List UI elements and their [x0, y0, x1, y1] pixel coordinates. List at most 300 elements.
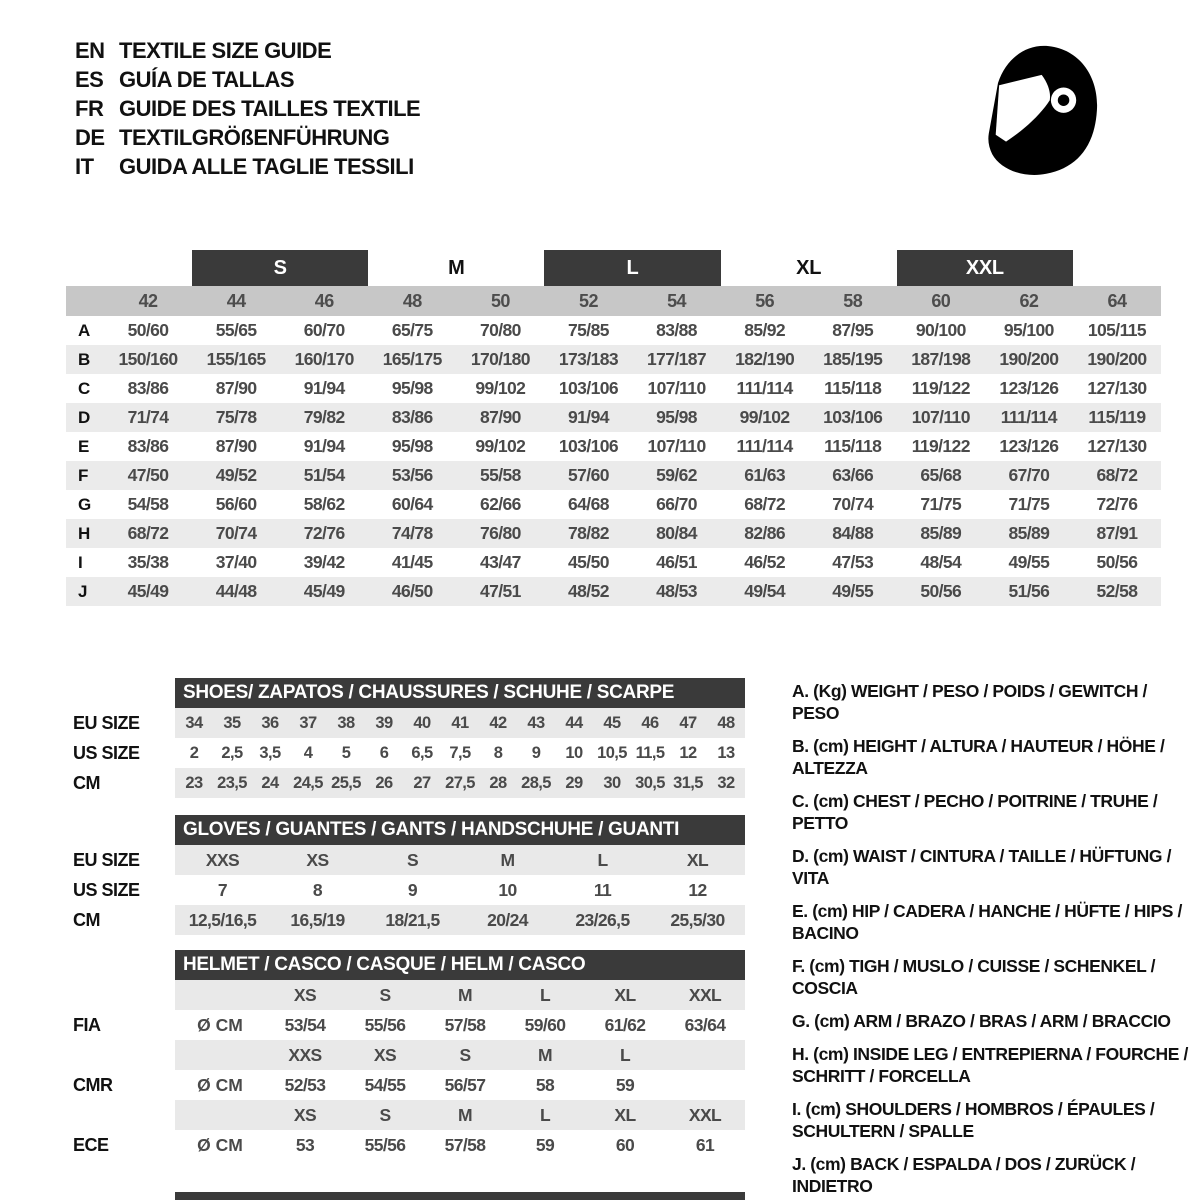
legend-item: E. (cm) HIP / CADERA / HANCHE / HÜFTE / HIPS / BACINO: [792, 901, 1182, 943]
table-cell: 182/190: [735, 349, 795, 369]
gloves-size-table: [73, 815, 745, 935]
helmet-size-label: S: [379, 984, 391, 1005]
numeric-size-row: [66, 286, 1161, 316]
table-cell: 46/52: [744, 552, 786, 572]
diameter-unit-label: Ø CM: [197, 1134, 243, 1155]
table-cell: 60/64: [391, 494, 433, 514]
legend-item: H. (cm) INSIDE LEG / ENTREPIERNA / FOURCHE / SCHRITT / FORCELLA: [792, 1044, 1188, 1086]
measurement-row-label: J: [78, 581, 88, 601]
table-cell: 39: [375, 713, 393, 732]
table-cell: 72/76: [1096, 494, 1138, 514]
table-cell: 127/130: [1087, 378, 1147, 398]
table-cell: 95/98: [391, 436, 433, 456]
table-cell: 44: [565, 713, 583, 732]
numeric-size-label: 42: [138, 290, 158, 311]
table-cell: 75/85: [568, 320, 609, 340]
table-cell: 59/60: [524, 1014, 566, 1035]
table-cell: 49/52: [215, 465, 257, 485]
helmet-sizes-row: [175, 1040, 745, 1070]
language-title-list: [75, 36, 420, 181]
helmet-size-label: L: [539, 1104, 551, 1125]
table-cell: 31,5: [673, 773, 703, 792]
table-cell: 52/53: [284, 1074, 326, 1095]
table-cell: 20/24: [487, 909, 528, 930]
table-cell: 91/94: [303, 436, 345, 456]
table-cell: 9: [531, 743, 541, 762]
guide-title: GUÍA DE TALLAS: [119, 67, 295, 92]
table-cell: 35/38: [127, 552, 169, 572]
table-cell: 99/102: [739, 407, 790, 427]
table-cell: 70/74: [832, 494, 874, 514]
table-cell: 60: [615, 1134, 635, 1155]
table-cell: 51/56: [1008, 581, 1050, 601]
table-cell: 37/40: [215, 552, 257, 572]
measurement-row-label: G: [78, 494, 92, 514]
table-cell: 58: [535, 1074, 555, 1095]
table-cell: 63/64: [684, 1014, 726, 1035]
row-side-label: CM: [73, 909, 100, 930]
language-row: [75, 36, 420, 65]
helmet-size-label: M: [458, 984, 472, 1005]
table-cell: 53/56: [391, 465, 433, 485]
helmet-size-label: XXL: [688, 1104, 722, 1125]
table-cell: 47/51: [479, 581, 521, 601]
table-cell: 34: [185, 713, 203, 732]
table-cell: 170/180: [470, 349, 530, 369]
measurement-row-label: E: [78, 436, 90, 456]
table-cell: 56/60: [215, 494, 257, 514]
language-row: [75, 152, 420, 181]
measurement-row: [66, 548, 1161, 577]
numeric-size-label: 60: [931, 290, 951, 311]
table-cell: 85/92: [744, 320, 786, 340]
table-cell: 47/50: [127, 465, 169, 485]
table-cell: 37: [299, 713, 317, 732]
helmet-values-row: [73, 1010, 745, 1040]
table-cell: 177/187: [647, 349, 707, 369]
language-row: [75, 123, 420, 152]
table-cell: 61: [695, 1134, 715, 1155]
table-cell: 123/126: [999, 378, 1059, 398]
table-cell: 49/55: [1008, 552, 1050, 572]
table-cell: 52/58: [1096, 581, 1138, 601]
table-cell: 87/95: [832, 320, 874, 340]
row-side-label: EU SIZE: [73, 849, 140, 870]
table-cell: 56/57: [444, 1074, 486, 1095]
table-cell: 46: [641, 713, 659, 732]
table-cell: 48/52: [568, 581, 609, 601]
measurement-row-label: C: [78, 378, 91, 398]
table-cell: M: [500, 849, 515, 870]
helmet-size-table: [73, 950, 745, 1160]
racing-helmet-icon: [975, 35, 1113, 193]
table-cell: 53/54: [284, 1014, 326, 1035]
table-cell: 68/72: [744, 494, 786, 514]
helmet-size-label: XXL: [688, 984, 722, 1005]
legend-item: F. (cm) TIGH / MUSLO / CUISSE / SCHENKEL / COSCIA: [792, 956, 1156, 998]
table-cell: 115/118: [824, 436, 882, 456]
numeric-size-label: 64: [1107, 290, 1127, 311]
table-cell: 45/49: [303, 581, 345, 601]
table-cell: 107/110: [911, 407, 970, 427]
table-cell: 4: [303, 743, 313, 762]
table-cell: 78/82: [568, 523, 609, 543]
table-cell: 32: [717, 773, 735, 792]
textile-size-table: [66, 250, 1161, 606]
table-cell: 12: [688, 879, 707, 900]
table-cell: 103/106: [823, 407, 883, 427]
table-cell: 91/94: [303, 378, 345, 398]
table-cell: 61/63: [744, 465, 786, 485]
table-cell: 10: [565, 743, 583, 762]
table-cell: 85/89: [1008, 523, 1050, 543]
helmet-size-label: XS: [293, 984, 317, 1005]
measurement-row: [66, 345, 1161, 374]
table-cell: 23: [185, 773, 203, 792]
table-cell: L: [597, 849, 608, 870]
table-cell: 10,5: [597, 743, 627, 762]
helmet-size-label: M: [538, 1044, 552, 1065]
measurement-row: [66, 577, 1161, 606]
table-cell: 83/86: [127, 378, 169, 398]
helmet-size-label: M: [458, 1104, 472, 1125]
table-cell: 74/78: [391, 523, 433, 543]
table-cell: 59: [535, 1134, 555, 1155]
table-cell: 12: [679, 743, 697, 762]
table-cell: 55/65: [215, 320, 257, 340]
table-cell: 115/118: [824, 378, 882, 398]
guide-title: TEXTILGRÖßENFÜHRUNG: [119, 125, 390, 150]
helmet-size-label: XL: [614, 1104, 636, 1125]
table-cell: 11,5: [635, 743, 665, 762]
table-cell: 38: [337, 713, 355, 732]
table-cell: 87/90: [215, 436, 257, 456]
table-cell: 185/195: [823, 349, 883, 369]
numeric-size-label: 62: [1019, 290, 1039, 311]
language-code: IT: [75, 154, 94, 179]
helmet-size-label: XXS: [288, 1044, 322, 1065]
cutoff-section-bar: [175, 1192, 745, 1200]
table-cell: 173/183: [558, 349, 618, 369]
table-cell: 25,5: [331, 773, 361, 792]
helmet-size-label: S: [379, 1104, 391, 1125]
numeric-size-label: 48: [402, 290, 422, 311]
table-cell: 2: [189, 743, 199, 762]
table-cell: 79/82: [303, 407, 345, 427]
measurement-row: [66, 461, 1161, 490]
table-cell: 127/130: [1087, 436, 1147, 456]
table-cell: 103/106: [558, 378, 618, 398]
table-cell: 24: [261, 773, 279, 792]
table-row: [73, 905, 745, 935]
table-cell: 8: [493, 743, 503, 762]
legend-item: G. (cm) ARM / BRAZO / BRAS / ARM / BRACCIO: [792, 1011, 1171, 1031]
table-cell: 95/100: [1003, 320, 1054, 340]
table-cell: 165/175: [382, 349, 442, 369]
table-cell: 111/114: [1000, 407, 1057, 427]
table-cell: 107/110: [647, 436, 706, 456]
table-cell: 54/58: [127, 494, 169, 514]
size-group-label: XL: [796, 256, 822, 279]
language-code: DE: [75, 125, 105, 150]
row-side-label: US SIZE: [73, 742, 140, 763]
numeric-size-label: 54: [667, 290, 686, 311]
table-cell: 23,5: [217, 773, 247, 792]
guide-title: TEXTILE SIZE GUIDE: [119, 38, 332, 63]
table-cell: 190/200: [1087, 349, 1147, 369]
table-cell: 123/126: [999, 436, 1059, 456]
legend-item: J. (cm) BACK / ESPALDA / DOS / ZURÜCK / INDIETRO: [792, 1154, 1136, 1196]
table-cell: 66/70: [656, 494, 697, 514]
measurement-row-label: I: [78, 552, 83, 572]
helmet-values-row: [73, 1130, 745, 1160]
numeric-size-label: 50: [490, 290, 510, 311]
table-cell: 83/88: [656, 320, 697, 340]
helmet-size-label: L: [539, 984, 551, 1005]
table-cell: 27,5: [445, 773, 475, 792]
table-cell: 40: [413, 713, 431, 732]
table-cell: 65/68: [920, 465, 962, 485]
measurement-row: [66, 403, 1161, 432]
measurement-row: [66, 490, 1161, 519]
table-cell: 85/89: [920, 523, 962, 543]
table-cell: 47/53: [832, 552, 874, 572]
table-cell: 16,5/19: [290, 909, 345, 930]
table-cell: 28: [489, 773, 507, 792]
language-code: EN: [75, 38, 105, 63]
table-cell: 50/60: [127, 320, 169, 340]
table-cell: 70/74: [215, 523, 257, 543]
table-cell: 99/102: [475, 436, 526, 456]
table-cell: 50/56: [1096, 552, 1138, 572]
table-cell: 119/122: [911, 436, 970, 456]
table-cell: 90/100: [915, 320, 966, 340]
table-cell: 71/75: [920, 494, 962, 514]
table-cell: 9: [407, 879, 418, 900]
helmet-values-row: [73, 1070, 745, 1100]
table-cell: 87/90: [215, 378, 257, 398]
table-cell: 57/58: [444, 1134, 486, 1155]
table-cell: 54/55: [364, 1074, 406, 1095]
section-title-bar: HELMET / CASCO / CASQUE / HELM / CASCO: [175, 950, 745, 980]
table-cell: 23/26,5: [575, 909, 630, 930]
table-cell: 42: [489, 713, 507, 732]
table-cell: 11: [593, 879, 612, 900]
table-cell: 119/122: [911, 378, 970, 398]
table-cell: 150/160: [118, 349, 178, 369]
language-code: FR: [75, 96, 104, 121]
table-cell: 46/50: [391, 581, 433, 601]
table-cell: 44/48: [215, 581, 257, 601]
table-row: [73, 845, 745, 875]
numeric-size-label: 46: [314, 290, 334, 311]
helmet-sizes-row: [175, 1100, 745, 1130]
table-cell: XS: [306, 849, 329, 870]
size-group-header-row: [66, 250, 1161, 286]
helmet-size-label: XS: [373, 1044, 397, 1065]
helmet-sizes-row: [175, 980, 745, 1010]
table-cell: 111/114: [736, 378, 793, 398]
table-cell: 67/70: [1008, 465, 1050, 485]
table-cell: 48/54: [920, 552, 962, 572]
table-cell: 190/200: [999, 349, 1059, 369]
row-side-label: EU SIZE: [73, 712, 140, 733]
measurement-row-label: F: [78, 465, 89, 485]
measurement-row: [66, 316, 1161, 345]
table-cell: 63/66: [832, 465, 874, 485]
table-cell: 107/110: [647, 378, 706, 398]
table-cell: 26: [375, 773, 393, 792]
table-cell: 80/84: [656, 523, 697, 543]
table-cell: 87/91: [1096, 523, 1138, 543]
row-side-label: CM: [73, 772, 100, 793]
table-cell: 25,5/30: [670, 909, 725, 930]
table-cell: 46/51: [656, 552, 697, 572]
table-cell: 3,5: [259, 743, 281, 762]
table-cell: 50/56: [920, 581, 962, 601]
size-group-label: S: [192, 250, 368, 286]
table-cell: 12,5/16,5: [188, 909, 257, 930]
table-cell: 68/72: [127, 523, 169, 543]
numeric-size-label: 56: [755, 290, 775, 311]
table-cell: 53: [295, 1134, 315, 1155]
legend-item: C. (cm) CHEST / PECHO / POITRINE / TRUHE / PETTO: [792, 791, 1158, 833]
table-cell: 45/49: [127, 581, 169, 601]
table-cell: 29: [565, 773, 583, 792]
numeric-size-label: 58: [843, 290, 863, 311]
table-cell: 10: [498, 879, 517, 900]
table-cell: 57/60: [568, 465, 609, 485]
section-title-bar: SHOES/ ZAPATOS / CHAUSSURES / SCHUHE / SCARPE: [175, 678, 745, 708]
table-cell: 111/114: [736, 436, 793, 456]
table-row: [73, 738, 745, 768]
table-cell: 82/86: [744, 523, 786, 543]
measurement-row-label: A: [78, 320, 91, 340]
table-cell: 47: [679, 713, 697, 732]
table-cell: 24,5: [293, 773, 323, 792]
table-cell: 41: [451, 713, 469, 732]
table-cell: 70/80: [479, 320, 521, 340]
legend-item: D. (cm) WAIST / CINTURA / TAILLE / HÜFTUNG / VITA: [792, 846, 1172, 888]
table-cell: 55/56: [364, 1014, 406, 1035]
numeric-size-label: 44: [226, 290, 246, 311]
table-cell: 58/62: [303, 494, 345, 514]
table-row: [73, 875, 745, 905]
measurement-row-label: D: [78, 407, 91, 427]
table-cell: 41/45: [391, 552, 433, 572]
helmet-size-label: L: [619, 1044, 631, 1065]
legend-item: B. (cm) HEIGHT / ALTURA / HAUTEUR / HÖHE / ALTEZZA: [792, 736, 1165, 778]
table-cell: 49/54: [744, 581, 786, 601]
table-cell: 36: [261, 713, 279, 732]
table-cell: 95/98: [656, 407, 697, 427]
table-cell: 7,5: [449, 743, 471, 762]
table-cell: 75/78: [215, 407, 257, 427]
table-cell: 84/88: [832, 523, 874, 543]
diameter-unit-label: Ø CM: [197, 1074, 243, 1095]
numeric-size-label: 52: [579, 290, 598, 311]
table-cell: XXS: [205, 849, 240, 870]
language-code: ES: [75, 67, 104, 92]
table-cell: 7: [217, 879, 228, 900]
size-group-label: L: [544, 250, 720, 286]
table-row: [73, 708, 745, 738]
table-cell: 49/55: [832, 581, 874, 601]
size-group-label: XXL: [897, 250, 1073, 286]
table-cell: 60/70: [303, 320, 345, 340]
table-cell: 95/98: [391, 378, 433, 398]
table-cell: 83/86: [391, 407, 433, 427]
legend-item: A. (Kg) WEIGHT / PESO / POIDS / GEWITCH / PESO: [792, 681, 1147, 723]
table-cell: 35: [223, 713, 241, 732]
helmet-size-label: S: [459, 1044, 471, 1065]
table-cell: 45/50: [568, 552, 609, 572]
table-cell: 72/76: [303, 523, 345, 543]
table-cell: 8: [312, 879, 323, 900]
table-cell: XL: [686, 849, 709, 870]
table-cell: 51/54: [303, 465, 345, 485]
table-cell: 99/102: [475, 378, 526, 398]
standard-label: FIA: [73, 1014, 101, 1035]
table-cell: 105/115: [1087, 320, 1146, 340]
table-cell: 160/170: [294, 349, 354, 369]
table-cell: 115/119: [1088, 407, 1146, 427]
measurement-row: [66, 374, 1161, 403]
measurement-row-label: B: [78, 349, 91, 369]
table-cell: 71/75: [1008, 494, 1050, 514]
table-cell: 64/68: [568, 494, 609, 514]
size-group-label: M: [448, 256, 465, 279]
measurement-row-label: H: [78, 523, 91, 543]
table-cell: 91/94: [568, 407, 609, 427]
table-cell: 68/72: [1096, 465, 1138, 485]
table-cell: 27: [413, 773, 431, 792]
table-cell: 43: [527, 713, 545, 732]
table-cell: 71/74: [127, 407, 169, 427]
table-cell: 55/56: [364, 1134, 406, 1155]
table-cell: 62/66: [479, 494, 521, 514]
table-cell: 155/165: [206, 349, 266, 369]
row-side-label: US SIZE: [73, 879, 140, 900]
table-cell: 2,5: [221, 743, 243, 762]
table-cell: 59/62: [656, 465, 697, 485]
table-cell: 57/58: [444, 1014, 486, 1035]
guide-title: GUIDA ALLE TAGLIE TESSILI: [119, 154, 414, 179]
table-cell: 28,5: [521, 773, 551, 792]
table-cell: 48: [717, 713, 735, 732]
table-cell: 18/21,5: [385, 909, 440, 930]
measurement-row: [66, 432, 1161, 461]
language-row: [75, 94, 420, 123]
table-cell: 45: [603, 713, 621, 732]
table-cell: 30: [603, 773, 621, 792]
table-cell: 43/47: [479, 552, 521, 572]
table-cell: 5: [341, 743, 351, 762]
table-cell: 6,5: [411, 743, 433, 762]
language-row: [75, 65, 420, 94]
standard-label: CMR: [73, 1074, 113, 1095]
table-cell: 76/80: [479, 523, 521, 543]
diameter-unit-label: Ø CM: [197, 1014, 243, 1035]
table-cell: 187/198: [911, 349, 971, 369]
measurement-row: [66, 519, 1161, 548]
table-cell: 65/75: [391, 320, 433, 340]
measurement-legend: [792, 680, 1192, 1200]
section-title-bar: GLOVES / GUANTES / GANTS / HANDSCHUHE / GUANTI: [175, 815, 745, 845]
table-cell: 13: [717, 743, 735, 762]
standard-label: ECE: [73, 1134, 109, 1155]
table-cell: 39/42: [303, 552, 345, 572]
